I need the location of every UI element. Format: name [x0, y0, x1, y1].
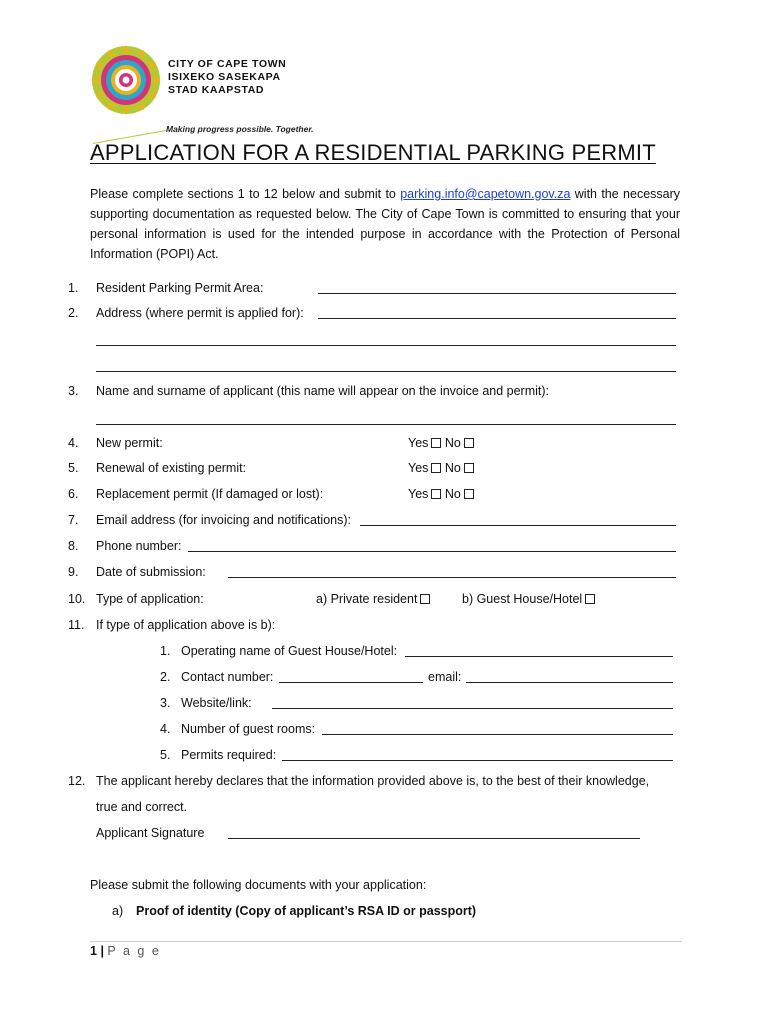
field-date[interactable] — [228, 567, 676, 578]
item-number-3: 3. — [68, 384, 79, 398]
page-separator: | — [100, 944, 104, 958]
document-a-text: Proof of identity (Copy of applicant’s RSA ID or passport) — [136, 904, 477, 918]
new-permit-options — [408, 436, 474, 450]
item-number-7: 7. — [68, 513, 79, 527]
field-signature[interactable] — [228, 828, 640, 839]
city-of-cape-town-logo — [90, 44, 162, 116]
page-footer — [90, 944, 161, 958]
replacement-no-checkbox[interactable] — [464, 489, 474, 499]
org-name-english: CITY OF CAPE TOWN — [168, 58, 287, 70]
renewal-yes-checkbox[interactable] — [431, 463, 441, 473]
label-guest-rooms: Number of guest rooms: — [181, 722, 316, 736]
label-replacement: Replacement permit (If damaged or lost): — [96, 487, 324, 501]
new-permit-no-checkbox[interactable] — [464, 438, 474, 448]
no-label: No — [444, 487, 461, 501]
field-applicant-name[interactable] — [96, 414, 676, 425]
org-name-xhosa: ISIXEKO SASEKAPA — [168, 71, 281, 83]
guest-house-checkbox[interactable] — [585, 594, 595, 604]
field-address-line-1[interactable] — [318, 308, 676, 319]
label-address: Address (where permit is applied for): — [96, 306, 304, 320]
page-number: 1 — [90, 944, 97, 958]
option-private-resident — [316, 592, 430, 606]
item-number-9: 9. — [68, 565, 79, 579]
renewal-options — [408, 461, 474, 475]
replacement-yes-checkbox[interactable] — [431, 489, 441, 499]
yes-label: Yes — [408, 436, 429, 450]
item-number-11: 11. — [68, 618, 85, 632]
option-b-label: b) Guest House/Hotel — [462, 592, 583, 606]
field-address-line-3[interactable] — [96, 361, 676, 372]
label-application-type: Type of application: — [96, 592, 204, 606]
field-permits-required[interactable] — [282, 750, 673, 761]
intro-paragraph — [90, 184, 680, 264]
field-address-line-2[interactable] — [96, 335, 676, 346]
new-permit-yes-checkbox[interactable] — [431, 438, 441, 448]
item-number-6: 6. — [68, 487, 79, 501]
item-number-5: 5. — [68, 461, 79, 475]
field-website[interactable] — [272, 698, 673, 709]
label-permit-area: Resident Parking Permit Area: — [96, 281, 264, 295]
item-number-10: 10. — [68, 592, 86, 606]
yes-label: Yes — [408, 461, 429, 475]
field-operating-name[interactable] — [405, 646, 673, 657]
field-guest-email[interactable] — [466, 672, 673, 683]
renewal-no-checkbox[interactable] — [464, 463, 474, 473]
label-phone: Phone number: — [96, 539, 182, 553]
label-renewal: Renewal of existing permit: — [96, 461, 247, 475]
page-title: APPLICATION FOR A RESIDENTIAL PARKING PERMIT — [90, 140, 656, 165]
item-number-2: 2. — [68, 306, 79, 320]
email-link[interactable]: parking.info@capetown.gov.za — [400, 187, 571, 201]
label-if-type-b: If type of application above is b): — [96, 618, 276, 632]
item-number-1: 1. — [68, 281, 79, 295]
intro-text-end: with the necessary supporting documentation as requested below. The City of Cape Town is committed to ensuring that your personal information is used for the intended purpose in accordance with the Protection of Personal Information (POPI) Act. — [90, 187, 681, 261]
sub-number-3: 3. — [160, 696, 171, 710]
sub-number-4: 4. — [160, 722, 171, 736]
page-word: P a g e — [107, 944, 161, 958]
replacement-options — [408, 487, 474, 501]
yes-label: Yes — [408, 487, 429, 501]
field-permit-area[interactable] — [318, 283, 676, 294]
field-email[interactable] — [360, 515, 676, 526]
tagline: Making progress possible. Together. — [166, 124, 314, 134]
label-date: Date of submission: — [96, 565, 206, 579]
label-new-permit: New permit: — [96, 436, 163, 450]
private-resident-checkbox[interactable] — [420, 594, 430, 604]
documents-intro: Please submit the following documents with your application: — [90, 878, 427, 892]
document-a-label: a) — [112, 904, 124, 918]
field-guest-rooms[interactable] — [322, 724, 673, 735]
item-number-12: 12. — [68, 774, 86, 788]
sub-number-5: 5. — [160, 748, 171, 762]
field-phone[interactable] — [188, 541, 676, 552]
org-name-afrikaans: STAD KAAPSTAD — [168, 84, 265, 96]
sub-number-2: 2. — [160, 670, 171, 684]
footer-rule — [90, 941, 682, 942]
item-number-4: 4. — [68, 436, 79, 450]
option-a-label: a) Private resident — [316, 592, 418, 606]
no-label: No — [444, 461, 461, 475]
label-signature: Applicant Signature — [96, 826, 205, 840]
declaration-line-1: The applicant hereby declares that the information provided above is, to the best of their knowledge, — [96, 774, 650, 788]
label-email: Email address (for invoicing and notifications): — [96, 513, 351, 527]
label-operating-name: Operating name of Guest House/Hotel: — [181, 644, 398, 658]
sub-number-1: 1. — [160, 644, 171, 658]
label-contact-number: Contact number: — [181, 670, 274, 684]
intro-text-start: Please complete sections 1 to 12 below and submit to — [90, 187, 401, 201]
no-label: No — [444, 436, 461, 450]
label-website: Website/link: — [181, 696, 252, 710]
label-guest-email: email: — [428, 670, 462, 684]
field-contact-number[interactable] — [279, 672, 423, 683]
item-number-8: 8. — [68, 539, 79, 553]
declaration-line-2: true and correct. — [96, 800, 188, 814]
option-guest-house — [462, 592, 595, 606]
label-applicant-name: Name and surname of applicant (this name will appear on the invoice and permit): — [96, 384, 550, 398]
label-permits-required: Permits required: — [181, 748, 277, 762]
